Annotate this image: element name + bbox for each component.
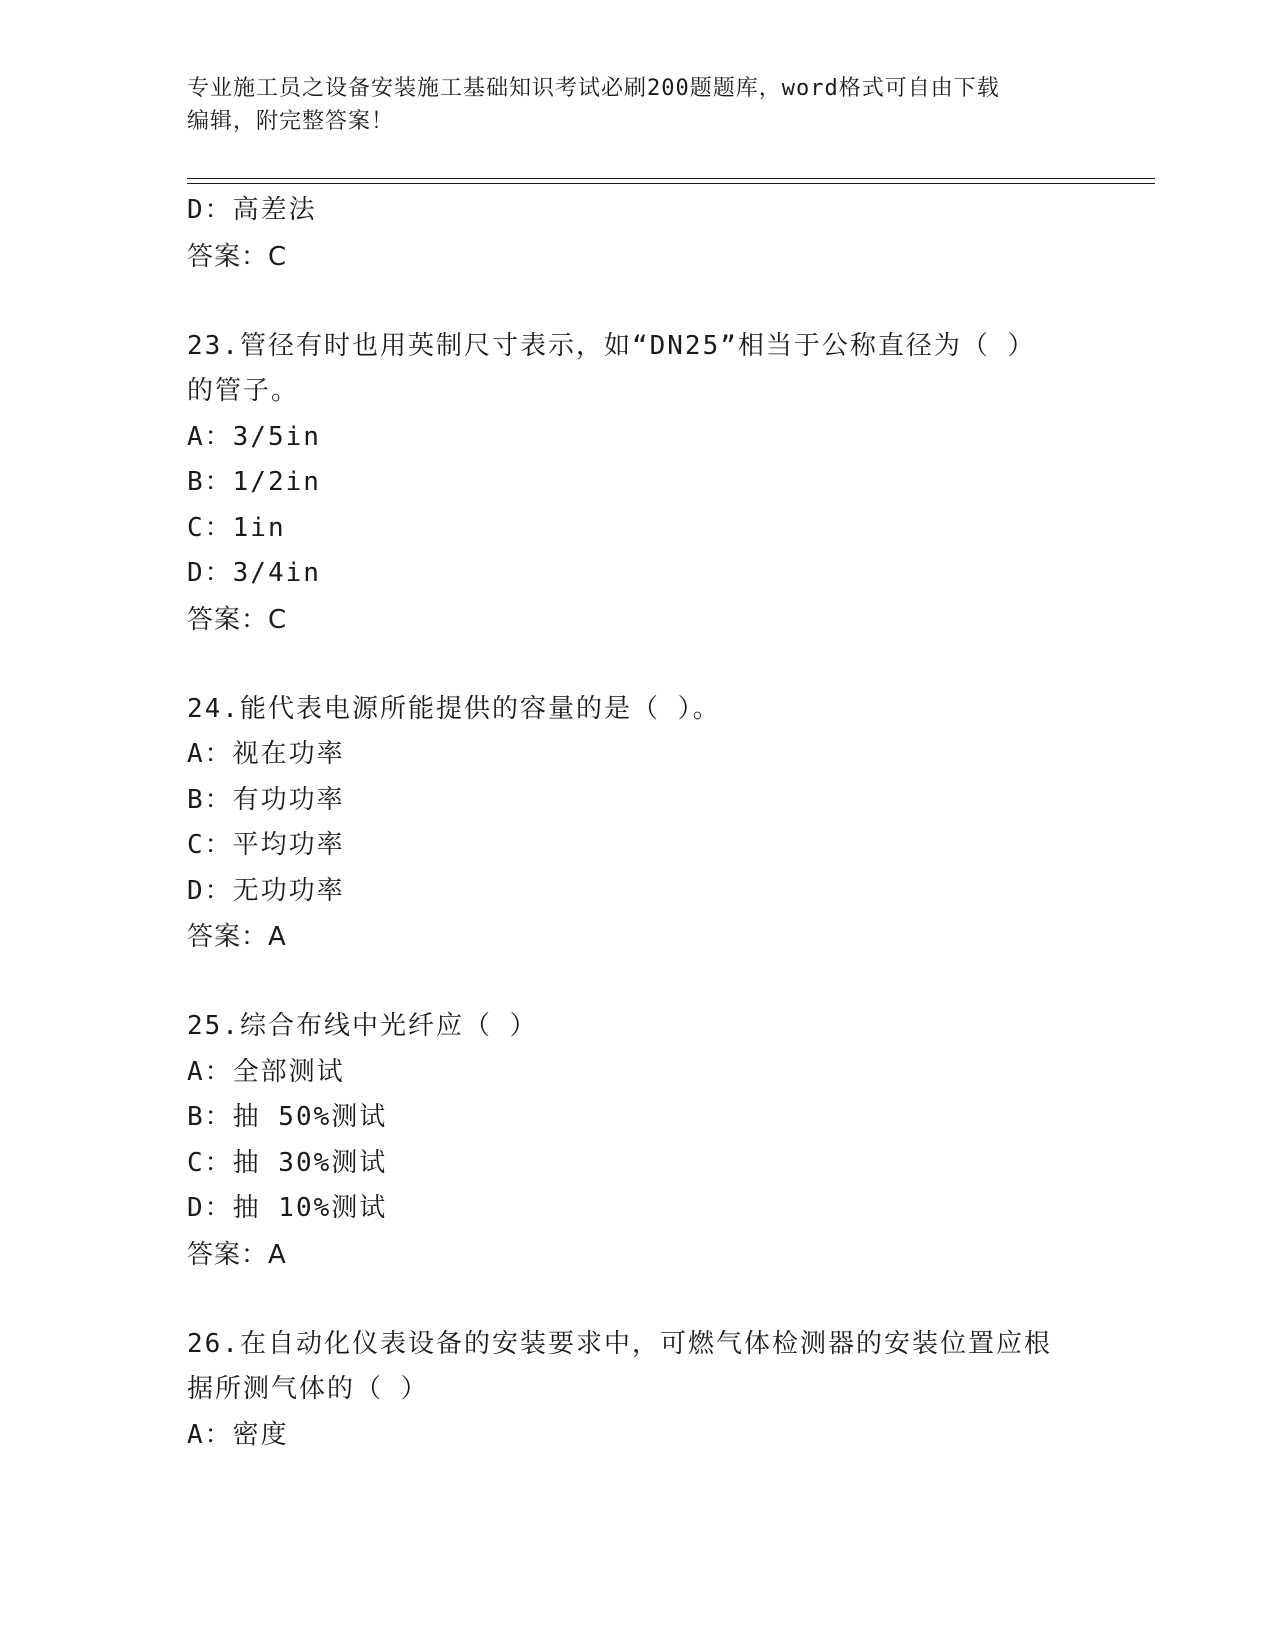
header-title-line-2: 编辑，附完整答案！ [187, 109, 395, 134]
option-d: D：3/4in [187, 558, 321, 588]
option-c: C：平均功率 [187, 830, 345, 860]
option-a: A：密度 [187, 1419, 289, 1450]
question-stem-continued: 据所测气体的（ ） [187, 1374, 429, 1404]
option-b: B：有功功率 [187, 784, 345, 815]
question-23 [187, 324, 1087, 643]
question-25 [187, 1004, 1087, 1278]
question-24 [187, 687, 1087, 961]
option-a: A：全部测试 [187, 1056, 345, 1087]
option-a: A：3/5in [187, 421, 321, 452]
answer: 答案：A [187, 1239, 287, 1270]
previous-question-tail [187, 188, 1087, 280]
answer: 答案：C [187, 604, 288, 635]
header-title-line-1: 专业施工员之设备安装施工基础知识考试必刷200题题库，word格式可自由下载 [187, 76, 1000, 101]
option-d: D：抽 10%测试 [187, 1193, 388, 1223]
question-stem-continued: 的管子。 [187, 376, 300, 406]
question-stem: 26.在自动化仪表设备的安装要求中，可燃气体检测器的安装位置应根 [187, 1328, 1052, 1359]
answer: 答案：C [187, 241, 288, 272]
document-header [187, 72, 1087, 138]
option-c: C：抽 30%测试 [187, 1147, 388, 1178]
option-b: B：抽 50%测试 [187, 1102, 388, 1132]
header-divider-bottom [187, 183, 1155, 184]
answer: 答案：A [187, 922, 287, 952]
option-c: C：1in [187, 512, 286, 543]
option-a: A：视在功率 [187, 739, 345, 769]
header-divider-top [187, 178, 1155, 179]
option-d: D：高差法 [187, 195, 317, 225]
question-26 [187, 1322, 1087, 1459]
question-stem: 23.管径有时也用英制尺寸表示，如“DN25”相当于公称直径为（ ） [187, 330, 1036, 361]
option-b: B：1/2in [187, 467, 321, 497]
question-stem: 24.能代表电源所能提供的容量的是（ ）。 [187, 693, 721, 724]
question-stem: 25.综合布线中光纤应（ ） [187, 1011, 538, 1041]
question-list [187, 188, 1087, 1458]
option-d: D：无功功率 [187, 875, 345, 906]
